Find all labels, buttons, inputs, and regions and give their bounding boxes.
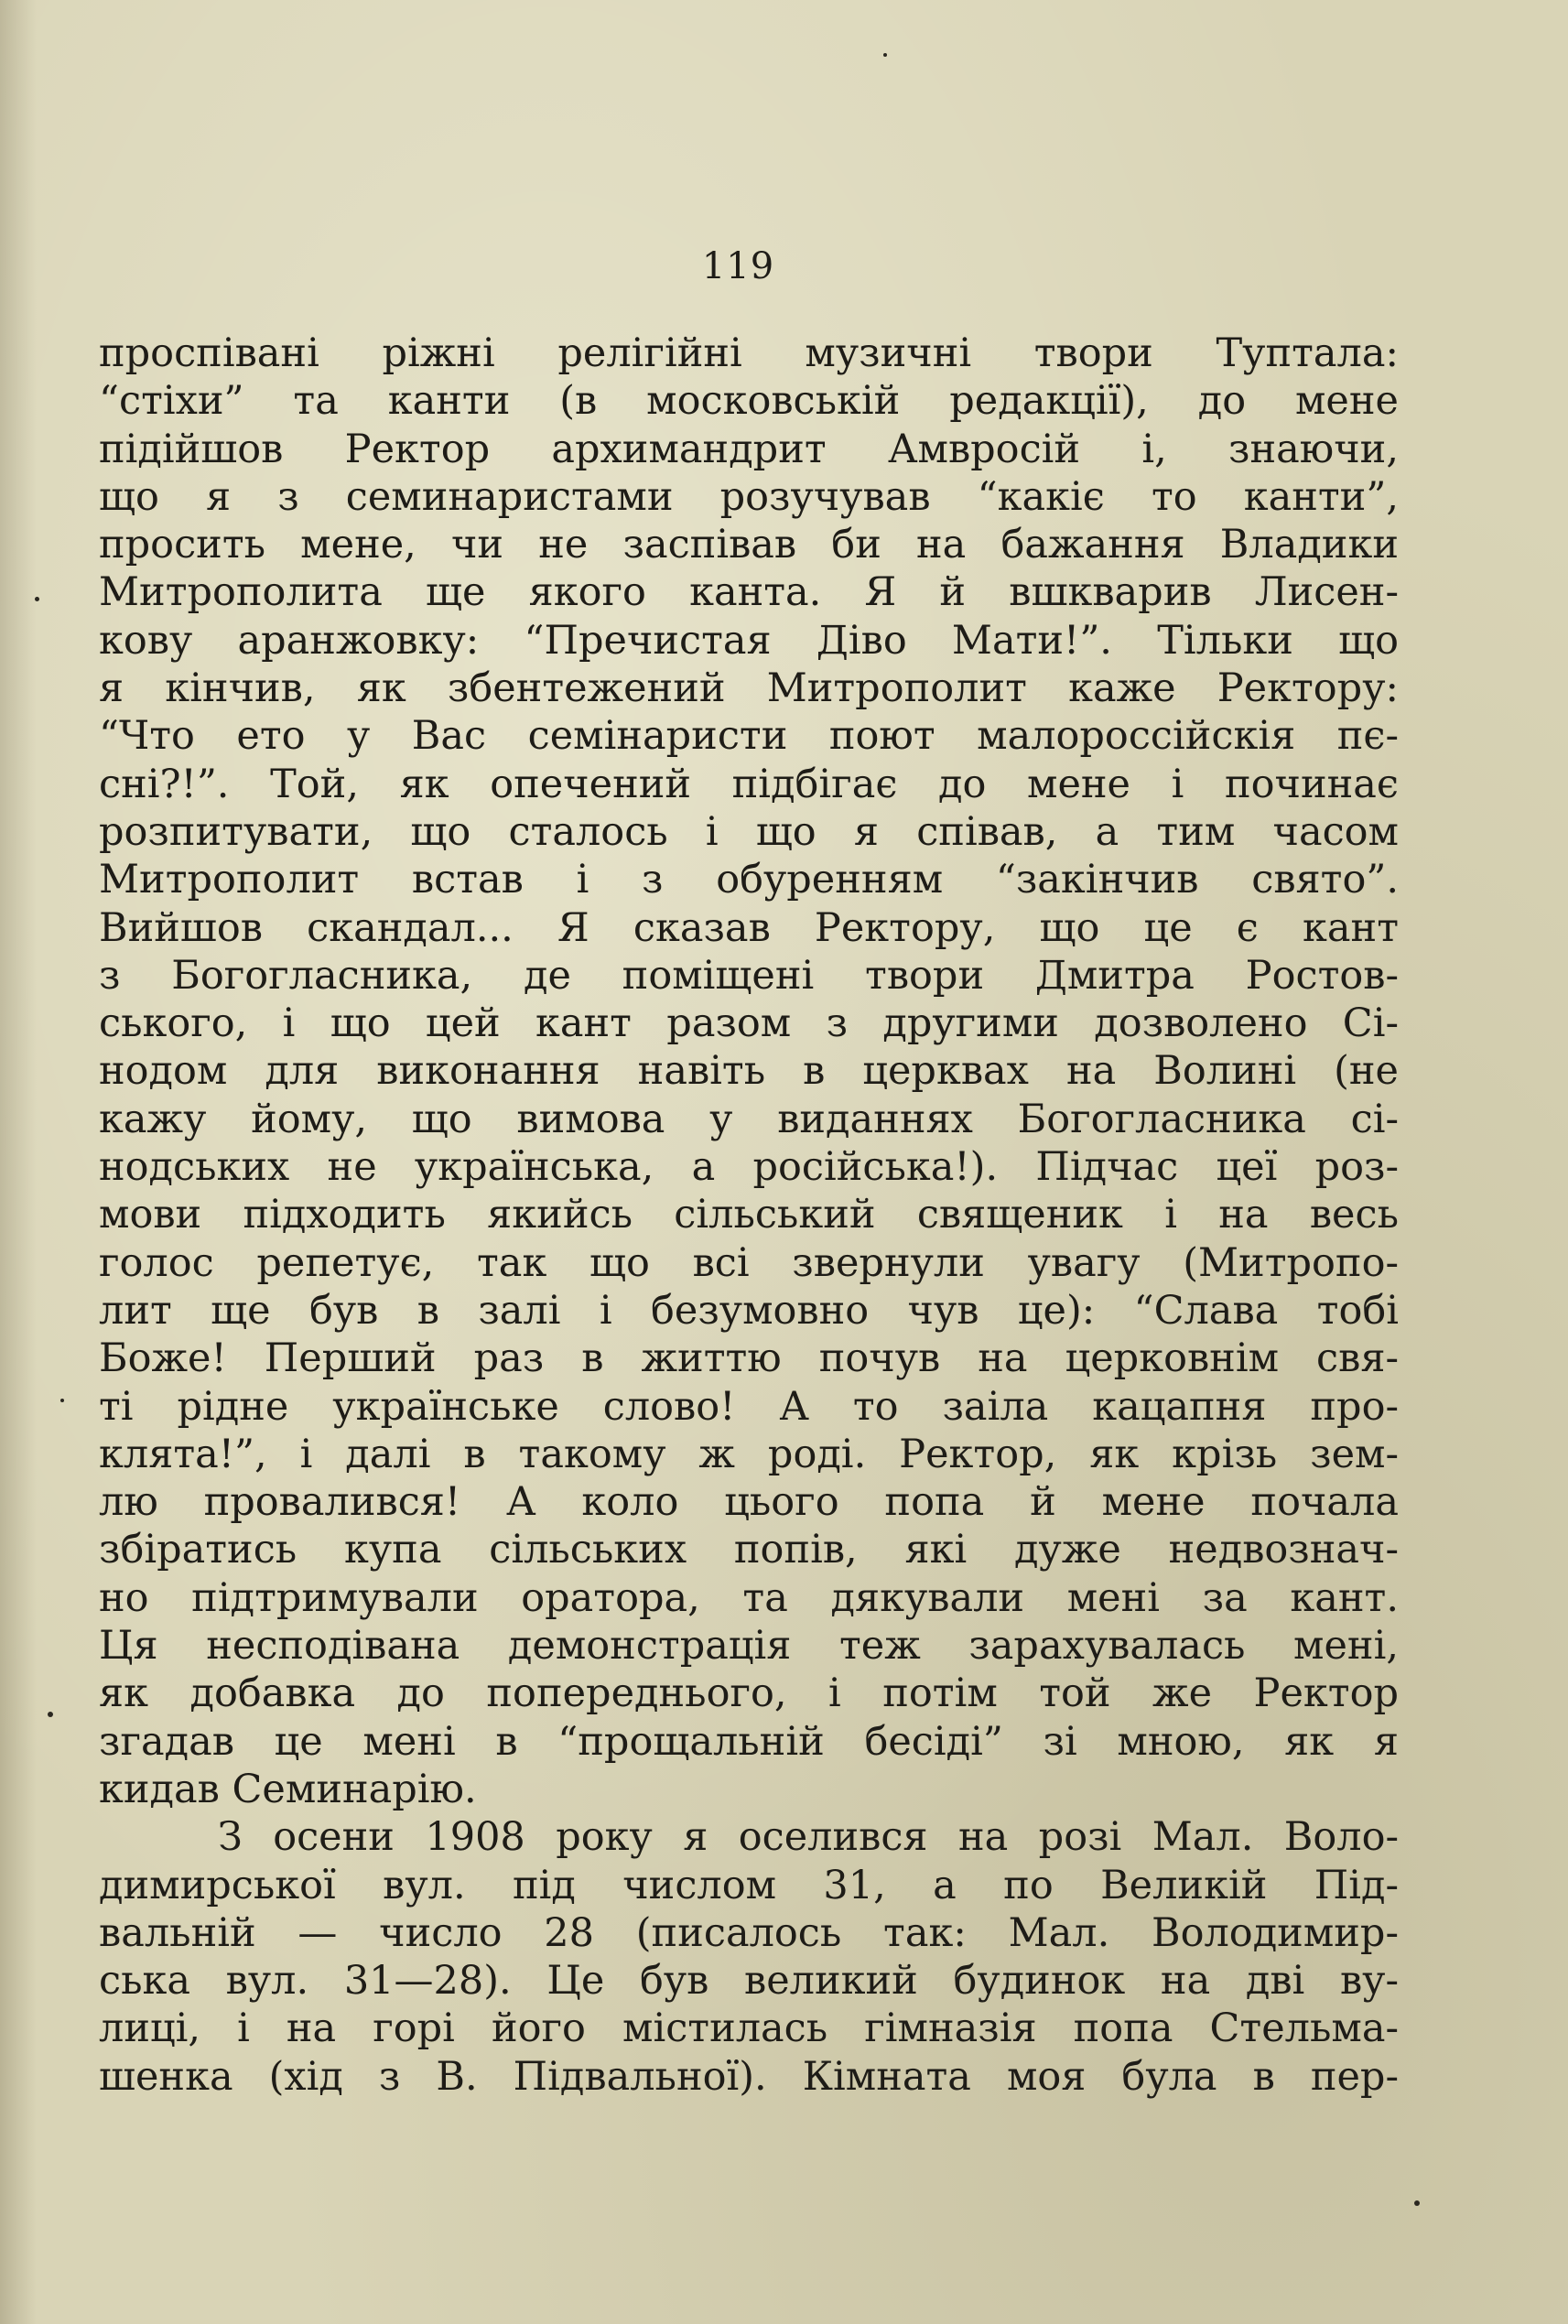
text-line: нодських не українська, а російська!). Підчас цеї роз- [99, 1144, 1399, 1191]
text-line: клята!”, і далі в такому ж роді. Ректор, як крізь зем- [99, 1431, 1399, 1477]
text-line: ського, і що цей кант разом з другими дозволено Сі- [99, 1000, 1399, 1047]
body-text [99, 330, 1399, 2101]
text-line: Митрополит встав і з обуренням “закінчив свято”. [99, 857, 1399, 903]
text-line: “Что ето у Вас семінаристи поют малороссійскія пє- [99, 713, 1399, 760]
text-line: лю провалився! А коло цього попа й мене почала [99, 1479, 1399, 1526]
text-line: що я з семинаристами розучував “какіє то канти”, [99, 473, 1399, 520]
text-line: просить мене, чи не заспівав би на бажання Владики [99, 522, 1399, 568]
text-line: збіратись купа сільських попів, які дуже недвознач- [99, 1527, 1399, 1573]
text-line: проспівані ріжні релігійні музичні твори Туптала: [99, 330, 1399, 376]
text-line: мови підходить якийсь сільський священик і на весь [99, 1192, 1399, 1238]
paper-speck [48, 1712, 53, 1717]
text-line: Боже! Перший раз в життю почув на церковнім свя- [99, 1335, 1399, 1382]
paper-speck [60, 1399, 64, 1402]
text-line: голос репетує, так що всі звернули увагу (Митропо- [99, 1239, 1399, 1286]
text-line: Вийшов скандал... Я сказав Ректору, що це є кант [99, 904, 1399, 951]
paper-speck [883, 53, 887, 57]
text-line: но підтримували оратора, та дякували мені за кант. [99, 1574, 1399, 1621]
text-line: Митрополита ще якого канта. Я й вшкварив Лисен- [99, 569, 1399, 616]
text-line: як добавка до попереднього, і потім той же Ректор [99, 1670, 1399, 1717]
text-line: лит ще був в залі і безумовно чув це): “Слава тобі [99, 1287, 1399, 1334]
text-line-paragraph-end: кидав Семинарію. [99, 1766, 477, 1812]
text-line: згадав це мені в “прощальній бесіді” зі мною, як я [99, 1718, 1399, 1765]
text-line: підійшов Ректор архимандрит Амвросій і, знаючи, [99, 426, 1399, 472]
paper-speck [35, 597, 39, 601]
text-line: сні?!”. Той, як опечений підбігає до мене і починає [99, 761, 1399, 807]
text-line: я кінчив, як збентежений Митрополит каже Ректору: [99, 665, 1399, 712]
text-line: “стіхи” та канти (в московській редакції), до мене [99, 378, 1399, 425]
text-line: кову аранжовку: “Пречистая Діво Мати!”. Тільки що [99, 617, 1399, 664]
text-line: розпитувати, що сталось і що я співав, а тим часом [99, 808, 1399, 855]
text-line: Ця несподівана демонстрація теж зарахувалась мені, [99, 1623, 1399, 1670]
text-line: кажу йому, що вимова у виданнях Богогласника сі- [99, 1096, 1399, 1142]
text-line: лиці, і на горі його містилась гімназія попа Стельма- [99, 2005, 1399, 2052]
text-line: вальній — число 28 (писалось так: Мал. Володимир- [99, 1909, 1399, 1956]
text-line: димирської вул. під числом 31, а по Великій Під- [99, 1862, 1399, 1908]
text-line: з Богогласника, де поміщені твори Дмитра Ростов- [99, 952, 1399, 999]
text-line: ська вул. 31—28). Це був великий будинок на дві ву- [99, 1958, 1399, 2005]
text-line: нодом для виконання навіть в церквах на Волині (не [99, 1048, 1399, 1095]
text-line-paragraph-start: З осени 1908 року я оселився на розі Мал. Воло- [218, 1814, 1399, 1861]
text-line: шенка (хід з В. Підвальної). Кімната моя була в пер- [99, 2053, 1399, 2100]
paper-speck [1414, 2200, 1420, 2206]
text-line: ті рідне українське слово! А то заіла кацапня про- [99, 1383, 1399, 1430]
page-number: 119 [701, 245, 775, 287]
